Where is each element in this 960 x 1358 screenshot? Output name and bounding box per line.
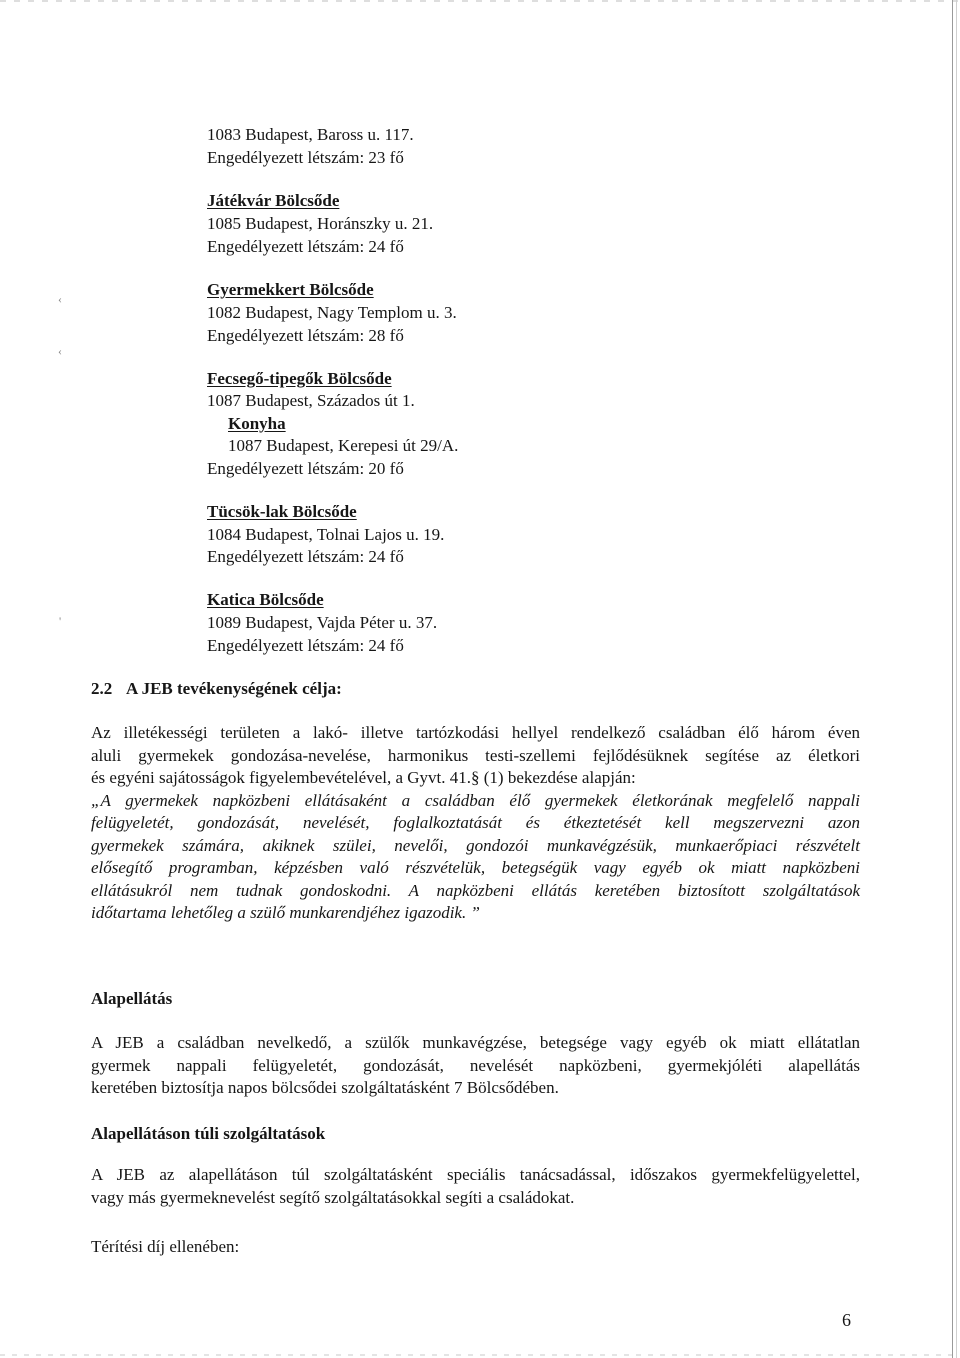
entry-name: Fecsegő-tipegők Bölcsőde (207, 369, 392, 388)
body-line: vagy más gyermeknevelést segítő szolgáltatásokkal segíti a családokat. (91, 1187, 575, 1207)
entry-name: Tücsök-lak Bölcsőde (207, 502, 357, 521)
body-line: aluli gyermekek gondozása-nevelése, harmonikus testi-szellemi fejlődésüknek segítése az életkori (91, 745, 860, 765)
entry-capacity: Engedélyezett létszám: 20 fő (207, 459, 404, 478)
entry-capacity: Engedélyezett létszám: 23 fő (207, 148, 404, 167)
entry-name: Gyermekkert Bölcsőde (207, 280, 374, 299)
entry-name: Játékvár Bölcsőde (207, 191, 340, 210)
quote-line: ellátásukról nem tudnak gondoskodni. A napközbeni ellátás keretében biztosított szolgáltatások (91, 880, 860, 900)
quote-line: „A gyermekek napközbeni ellátásaként a családban élő gyermekek életkorának megfelelő nappali (91, 790, 860, 810)
scan-artifact-bottom (0, 1354, 960, 1356)
quote-line: időtartama lehetőleg a szülő munkarendjéhez igazodik. ” (91, 903, 480, 922)
entry-name: Katica Bölcsőde (207, 590, 324, 609)
alapellatas-heading: Alapellátás (91, 989, 173, 1008)
quote-line: gyermekek számára, akiknek szülei, nevelői, gondozói munkavégzésük, munkaerőpiaci részvételt (91, 835, 860, 855)
alapellatas-body (91, 1032, 860, 1100)
scan-speck: ‹ (58, 344, 62, 358)
quote-line: felügyeletét, gondozását, nevelését, foglalkoztatását és étkeztetését kell megszervezni azon (91, 813, 860, 832)
entry-capacity: Engedélyezett létszám: 24 fő (207, 636, 404, 655)
scan-edge-line (956, 0, 957, 1358)
entry-capacity: Engedélyezett létszám: 24 fő (207, 547, 404, 566)
scan-artifact-top (0, 0, 960, 2)
quote-line: elősegítő programban, képzésben való részvételük, betegségük vagy egyéb ok miatt napközbeni (91, 858, 860, 877)
section-number: 2.2 (91, 679, 113, 698)
entry-address: 1082 Budapest, Nagy Templom u. 3. (207, 303, 457, 322)
tuli-body (91, 1164, 860, 1209)
body-line: és egyéni sajátosságok figyelembevételével, a Gyvt. 41.§ (1) bekezdése alapján: (91, 768, 636, 787)
tuli-heading: Alapellátáson túli szolgáltatások (91, 1124, 326, 1143)
entry-address: 1089 Budapest, Vajda Péter u. 37. (207, 613, 438, 632)
scan-speck: ' (59, 614, 62, 628)
body-line: keretében biztosítja napos bölcsődei szolgáltatásként 7 Bölcsődében. (91, 1078, 559, 1097)
entry-sub-name: Konyha (228, 414, 286, 433)
entry-capacity: Engedélyezett létszám: 28 fő (207, 326, 404, 345)
entry-address: 1085 Budapest, Horánszky u. 21. (207, 214, 434, 233)
body-line: gyermek nappali felügyeletét, gondozását, nevelését napközbeni, gyermekjóléti alapellátás (91, 1055, 860, 1075)
scan-edge-line (952, 0, 953, 1358)
fee-label: Térítési díj ellenében: (91, 1237, 240, 1256)
body-line: Az illetékességi területen a lakó- illetve tartózkodási hellyel rendelkező családban élő három éven (91, 723, 860, 742)
section-body (91, 722, 860, 925)
entry-sub-address: 1087 Budapest, Kerepesi út 29/A. (228, 436, 459, 455)
section-title: A JEB tevékenységének célja: (126, 679, 342, 698)
body-line: A JEB a családban nevelkedő, a szülők munkavégzése, betegsége vagy egyéb ok miatt ellátatlan (91, 1033, 860, 1052)
page-number: 6 (842, 1310, 851, 1330)
body-line: A JEB az alapellátáson túl szolgáltatásként speciális tanácsadással, időszakos gyermekfelügyelettel, (91, 1165, 860, 1184)
scan-speck: ‹ (58, 292, 62, 306)
entry-address: 1083 Budapest, Baross u. 117. (207, 125, 414, 144)
entry-address: 1084 Budapest, Tolnai Lajos u. 19. (207, 525, 445, 544)
entry-address: 1087 Budapest, Százados út 1. (207, 391, 415, 410)
entry-capacity: Engedélyezett létszám: 24 fő (207, 237, 404, 256)
